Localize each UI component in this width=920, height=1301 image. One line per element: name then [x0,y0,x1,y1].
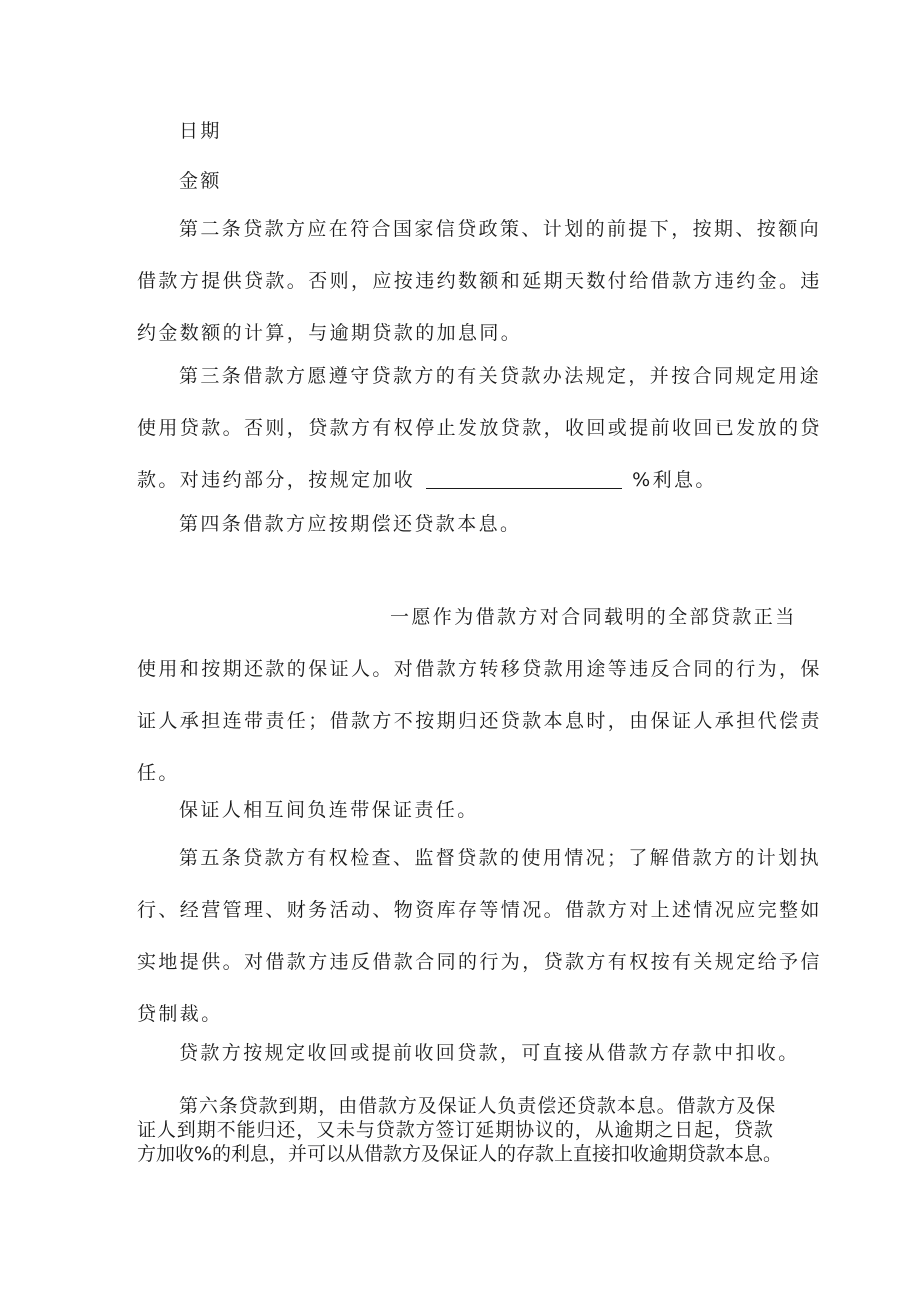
article-5-line: 实地提供。对借款方违反借款合同的行为，贷款方有权按有关规定给予信 [137,951,822,973]
article-2 [137,216,822,347]
article-6-line: 第六条贷款到期，由借款方及保证人负责偿还贷款本息。借款方及保 [179,1095,777,1117]
field-amount [137,168,777,195]
field-date-label: 日期 [179,120,222,142]
interest-rate-blank [426,471,622,489]
article-3-line: 第三条借款方愿遵守贷款方的有关贷款办法规定，并按合同规定用途 [179,365,822,387]
article-2-line: 第二条贷款方应在符合国家信贷政策、计划的前提下，按期、按额向 [179,218,822,240]
article-4 [137,511,777,538]
article-3 [137,363,822,494]
article-5-line: 贷制裁。 [137,1003,223,1025]
article-5-recall [137,1040,800,1067]
field-date [137,118,777,145]
article-5-recall-line: 贷款方按规定收回或提前收回贷款，可直接从借款方存款中扣收。 [179,1042,800,1064]
guarantor-joint-line: 保证人相互间负连带保证责任。 [179,799,479,821]
article-5-line: 行、经营管理、财务活动、物资库存等情况。借款方对上述情况应完整如 [137,899,822,921]
guarantor-line: 使用和按期还款的保证人。对借款方转移贷款用途等违反合同的行为，保 [137,658,822,680]
guarantor-line: 一愿作为借款方对合同载明的全部贷款正当 [390,606,797,628]
article-2-line: 借款方提供贷款。否则，应按违约数额和延期天数付给借款方违约金。违 [137,270,822,292]
article-3-line-with-blank [137,467,777,494]
article-6-line: 方加收%的利息，并可以从借款方及保证人的存款上直接扣收逾期贷款本息。 [137,1143,783,1165]
guarantor-line: 证人承担连带责任；借款方不按期归还贷款本息时，由保证人承担代偿责 [137,710,822,732]
guarantor-line: 任。 [137,762,180,784]
article-5 [137,845,822,1028]
article-5-line: 第五条贷款方有权检查、监督贷款的使用情况；了解借款方的计划执 [179,847,822,869]
article-3-line: 使用贷款。否则，贷款方有权停止发放贷款，收回或提前收回已发放的贷 [137,417,822,439]
article-3-suffix: %利息。 [632,469,717,491]
article-4-line: 第四条借款方应按期偿还贷款本息。 [179,513,522,535]
guarantor-joint [137,797,777,824]
article-6-line: 证人到期不能归还，又未与贷款方签订延期协议的，从逾期之日起，贷款 [137,1119,774,1141]
article-6 [137,1094,797,1166]
guarantor-clause [137,604,822,787]
article-3-text: 款。对违约部分，按规定加收 [137,469,416,491]
field-amount-label: 金额 [179,170,222,192]
article-2-line: 约金数额的计算，与逾期贷款的加息同。 [137,322,523,344]
